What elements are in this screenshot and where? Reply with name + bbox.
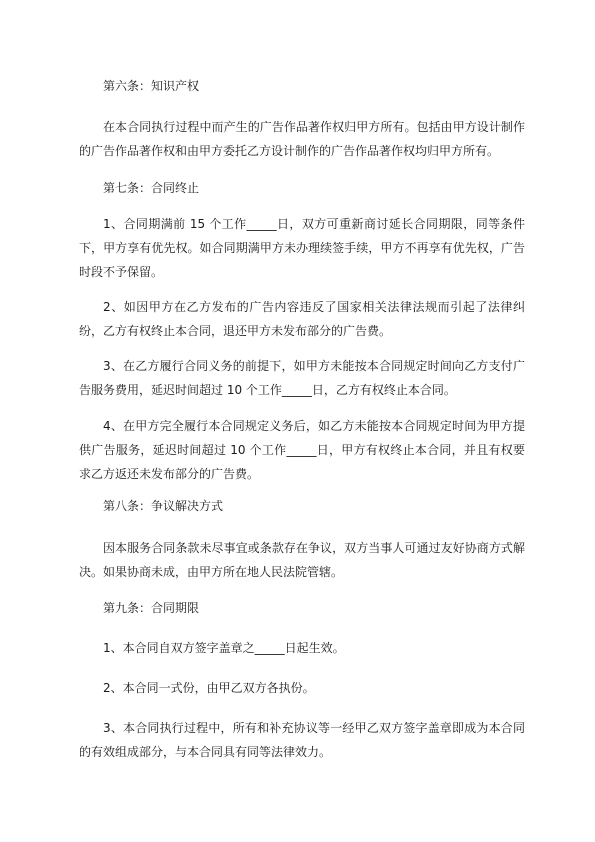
paragraph-6-1: 在本合同执行过程中而产生的广告作品著作权归甲方所有。包括由甲方设计制作的广告作品著作权和由甲方委托乙方设计制作的广告作品著作权均归甲方所有。 bbox=[79, 120, 525, 158]
paragraph-7-1: 1、合同期满前 15 个工作_____日，双方可重新商讨延长合同期限，同等条件下，甲方享有优先权。如合同期满甲方未办理续签手续，甲方不再享有优先权，广告时段不予保留。 bbox=[79, 217, 525, 279]
section-heading-7: 第七条：合同终止 bbox=[103, 181, 200, 195]
paragraph-7-4: 4、在甲方完全履行本合同规定义务后，如乙方未能按本合同规定时间为甲方提供广告服务，延迟时间超过 10 个工作_____日，甲方有权终止本合同，并且有权要求乙方返还未发布部分的广告费。 bbox=[79, 419, 525, 481]
section-heading-8: 第八条：争议解决方式 bbox=[103, 499, 224, 513]
paragraph-9-3: 3、本合同执行过程中，所有和补充协议等一经甲乙双方签字盖章即成为本合同的有效组成部分，与本合同具有同等法律效力。 bbox=[79, 721, 525, 759]
paragraph-9-1: 1、本合同自双方签字盖章之_____日起生效。 bbox=[103, 641, 345, 655]
paragraph-7-2: 2、如因甲方在乙方发布的广告内容违反了国家相关法律法规而引起了法律纠纷，乙方有权终止本合同，退还甲方未发布部分的广告费。 bbox=[79, 300, 525, 338]
section-heading-9: 第九条：合同期限 bbox=[103, 601, 200, 615]
paragraph-8-1: 因本服务合同条款未尽事宜或条款存在争议，双方当事人可通过友好协商方式解决。如果协商未成，由甲方所在地人民法院管辖。 bbox=[79, 541, 525, 579]
paragraph-7-3: 3、在乙方履行合同义务的前提下，如甲方未能按本合同规定时间向乙方支付广告服务费用，延迟时间超过 10 个工作_____日，乙方有权终止本合同。 bbox=[79, 359, 525, 397]
paragraph-9-2: 2、本合同一式份，由甲乙双方各执份。 bbox=[103, 681, 315, 695]
section-heading-6: 第六条：知识产权 bbox=[103, 79, 200, 93]
